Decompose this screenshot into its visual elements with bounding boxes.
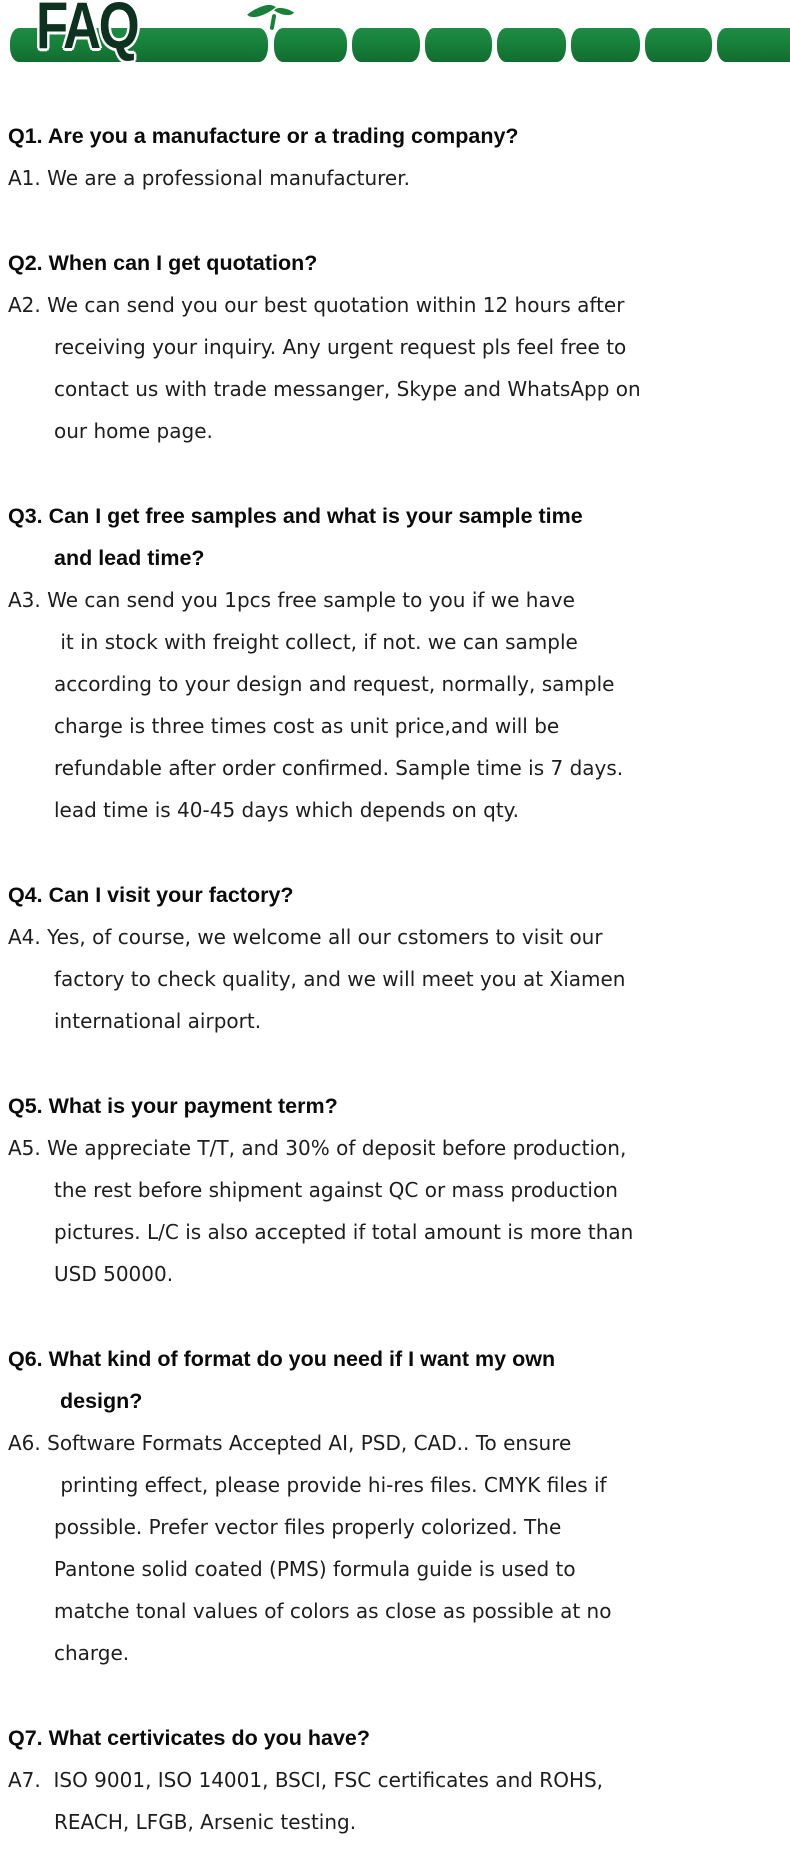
leaf-right bbox=[274, 3, 294, 20]
bamboo-segment bbox=[717, 28, 790, 62]
answer-line: A3. We can send you 1pcs free sample to you if we have bbox=[8, 588, 575, 612]
answer-line: charge is three times cost as unit price,and will be bbox=[54, 714, 560, 738]
bamboo-banner bbox=[0, 0, 790, 70]
bamboo-segment bbox=[352, 28, 420, 62]
answer-line: refundable after order confirmed. Sample time is 7 days. bbox=[54, 756, 624, 780]
answer-line: contact us with trade messanger, Skype and WhatsApp on bbox=[54, 377, 641, 401]
question-line: and lead time? bbox=[54, 546, 205, 570]
answer-line: pictures. L/C is also accepted if total amount is more than bbox=[54, 1220, 634, 1244]
bamboo-segment bbox=[571, 28, 640, 62]
leaf-stem bbox=[270, 14, 277, 30]
answer-line: matche tonal values of colors as close as possible at no bbox=[54, 1599, 612, 1623]
faq-header bbox=[0, 0, 790, 70]
answer-line: receiving your inquiry. Any urgent request pls feel free to bbox=[54, 335, 627, 359]
answer-line: A4. Yes, of course, we welcome all our cstomers to visit our bbox=[8, 925, 603, 949]
faq-item bbox=[8, 242, 778, 452]
bamboo-segment bbox=[425, 28, 492, 62]
question-line: Q6. What kind of format do you need if I want my own bbox=[8, 1347, 556, 1371]
bamboo-segment bbox=[274, 28, 347, 62]
page-title: FAQ bbox=[36, 0, 138, 62]
faq-item bbox=[8, 1338, 778, 1674]
question-line: Q5. What is your payment term? bbox=[8, 1094, 338, 1118]
faq-item bbox=[8, 874, 778, 1042]
question-line: Q2. When can I get quotation? bbox=[8, 251, 318, 275]
question-line: design? bbox=[54, 1389, 143, 1413]
answer-line: REACH, LFGB, Arsenic testing. bbox=[54, 1810, 357, 1834]
bamboo-segment bbox=[497, 28, 566, 62]
faq-item bbox=[8, 495, 778, 831]
question-line: Q3. Can I get free samples and what is your sample time bbox=[8, 504, 583, 528]
bamboo-leaf-icon bbox=[244, 1, 308, 31]
answer-line: charge. bbox=[54, 1641, 130, 1665]
faq-item bbox=[8, 115, 778, 199]
bamboo-segment bbox=[645, 28, 712, 62]
faq-item bbox=[8, 1085, 778, 1295]
answer-line: A7. ISO 9001, ISO 14001, BSCI, FSC certificates and ROHS, bbox=[8, 1768, 604, 1792]
answer-line: it in stock with freight collect, if not. we can sample bbox=[54, 630, 578, 654]
faq-list bbox=[0, 70, 790, 1863]
question-line: Q4. Can I visit your factory? bbox=[8, 883, 294, 907]
answer-line: A1. We are a professional manufacturer. bbox=[8, 166, 410, 190]
answer-line: possible. Prefer vector files properly colorized. The bbox=[54, 1515, 562, 1539]
answer-line: factory to check quality, and we will meet you at Xiamen bbox=[54, 967, 626, 991]
answer-line: international airport. bbox=[54, 1009, 262, 1033]
question-line: Q7. What certivicates do you have? bbox=[8, 1726, 371, 1750]
answer-line: A5. We appreciate T/T, and 30% of deposit before production, bbox=[8, 1136, 627, 1160]
question-line: Q1. Are you a manufacture or a trading company? bbox=[8, 124, 519, 148]
answer-line: USD 50000. bbox=[54, 1262, 174, 1286]
answer-line: lead time is 40-45 days which depends on qty. bbox=[54, 798, 519, 822]
answer-line: Pantone solid coated (PMS) formula guide is used to bbox=[54, 1557, 576, 1581]
faq-item bbox=[8, 1717, 778, 1843]
answer-line: our home page. bbox=[54, 419, 213, 443]
answer-line: printing effect, please provide hi-res files. CMYK files if bbox=[54, 1473, 607, 1497]
answer-line: the rest before shipment against QC or mass production bbox=[54, 1178, 618, 1202]
answer-line: A6. Software Formats Accepted AI, PSD, CAD.. To ensure bbox=[8, 1431, 572, 1455]
answer-line: according to your design and request, normally, sample bbox=[54, 672, 615, 696]
answer-line: A2. We can send you our best quotation within 12 hours after bbox=[8, 293, 625, 317]
